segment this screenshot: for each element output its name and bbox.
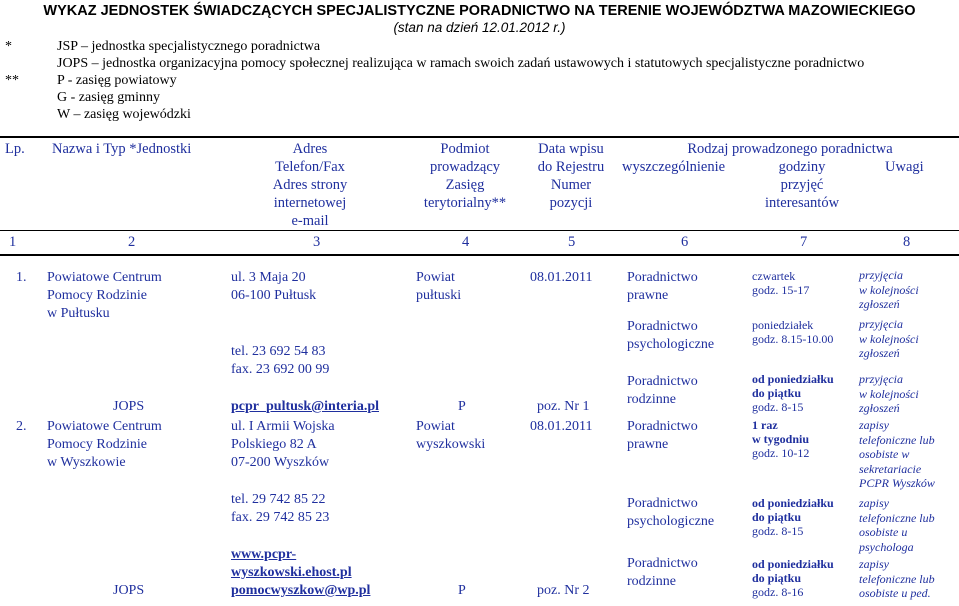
- row-name: [47, 418, 162, 472]
- service-kind-line: Poradnictwo: [627, 374, 698, 389]
- service-kind: [627, 418, 698, 454]
- service-notes: [859, 418, 935, 491]
- row-entity: [416, 418, 485, 454]
- header-address-line: internetowej: [273, 195, 347, 211]
- header-entity-line: terytorialny**: [423, 195, 507, 211]
- service-note-line: osobiste u ped.: [859, 586, 931, 600]
- service-note-line: osobiste w: [859, 447, 910, 461]
- service-notes: [859, 372, 919, 416]
- legend-p: P - zasięg powiatowy: [57, 73, 177, 88]
- row-date: 08.01.2011: [530, 419, 593, 434]
- row-name-line: Pomocy Rodzinie: [47, 437, 147, 452]
- service-note-line: zgłoszeń: [859, 401, 900, 415]
- service-kind: [627, 373, 698, 409]
- service-note-line: przyjęcia: [859, 372, 903, 386]
- service-time: godz. 8-16: [752, 585, 804, 599]
- service-note-line: zgłoszeń: [859, 297, 900, 311]
- service-kind: [627, 495, 714, 531]
- row-fax: fax. 29 742 85 23: [231, 510, 330, 525]
- service-kind-line: Poradnictwo: [627, 496, 698, 511]
- row-name-line: w Pułtusku: [47, 306, 110, 321]
- service-hours: [752, 269, 809, 297]
- legend-jsp: JSP – jednostka specjalistycznego poradnictwa: [57, 39, 321, 54]
- row-scope: P: [458, 583, 466, 598]
- row-address-line: 06-100 Pułtusk: [231, 288, 317, 303]
- row-entity: [416, 269, 461, 305]
- header-address-line: Adres strony: [272, 177, 348, 193]
- row-entity-line: pułtuski: [416, 288, 462, 303]
- service-kind-line: psychologiczne: [627, 514, 715, 529]
- row-type: JOPS: [113, 399, 145, 414]
- service-time: godz. 15-17: [752, 283, 810, 297]
- row-position: poz. Nr 2: [537, 583, 590, 598]
- header-hours: [752, 158, 852, 212]
- service-kind-line: rodzinne: [627, 392, 676, 407]
- header-address: [230, 140, 390, 230]
- header-hours-line: interesantów: [764, 195, 840, 211]
- col-number: 4: [462, 234, 470, 250]
- service-kind-line: prawne: [627, 288, 669, 303]
- service-day: od poniedziałku: [752, 496, 834, 510]
- service-time: godz. 8-15: [752, 400, 804, 414]
- row-name-line: Pomocy Rodzinie: [47, 288, 147, 303]
- row-position: poz. Nr 1: [537, 399, 590, 414]
- row-entity-line: Powiat: [416, 419, 455, 434]
- header-registry-line: pozycji: [549, 195, 593, 211]
- header-detail: wyszczególnienie: [622, 159, 726, 175]
- header-registry: [521, 140, 621, 212]
- service-note-line: zapisy: [859, 418, 889, 432]
- service-notes: [859, 496, 935, 554]
- row-name-line: Powiatowe Centrum: [47, 419, 162, 434]
- service-day: od poniedziałku: [752, 557, 834, 571]
- service-note-line: przyjęcia: [859, 268, 903, 282]
- service-kind: [627, 269, 698, 305]
- header-entity-line: Podmiot: [440, 141, 490, 157]
- row-www-line: wyszkowski.ehost.pl: [231, 565, 352, 580]
- service-hours: [752, 557, 834, 599]
- row-phone: tel. 23 692 54 83: [231, 344, 326, 359]
- row-entity-line: Powiat: [416, 270, 455, 285]
- service-kind-line: Poradnictwo: [627, 556, 698, 571]
- service-hours: [752, 418, 809, 460]
- service-note-line: psychologa: [859, 539, 914, 554]
- service-day: do piątku: [752, 510, 802, 524]
- service-note-line: w kolejności: [859, 331, 919, 346]
- service-kind-line: rodzinne: [627, 574, 676, 589]
- row-www-link[interactable]: [231, 546, 352, 582]
- document-subtitle: (stan na dzień 12.01.2012 r.): [393, 20, 566, 35]
- row-name: [47, 269, 162, 323]
- service-note-line: w kolejności: [859, 282, 919, 297]
- service-kind: [627, 555, 698, 591]
- col-number: 3: [313, 234, 321, 250]
- row-scope: P: [458, 399, 466, 414]
- row-email-link[interactable]: pcpr_pultusk@interia.pl: [231, 399, 379, 414]
- row-entity-line: wyszkowski: [416, 437, 486, 452]
- service-note-line: przyjęcia: [859, 317, 903, 331]
- service-day: w tygodniu: [752, 432, 810, 446]
- col-number: 6: [681, 234, 689, 250]
- header-address-line: e-mail: [291, 213, 329, 229]
- service-note-line: w kolejności: [859, 386, 919, 401]
- row-date: 08.01.2011: [530, 270, 593, 285]
- col-number: 7: [800, 234, 808, 250]
- header-entity-line: Zasięg: [445, 177, 485, 193]
- service-note-line: telefoniczne lub: [859, 571, 935, 586]
- row-address-line: Polskiego 82 A: [231, 437, 317, 452]
- service-day: poniedziałek: [752, 318, 814, 332]
- header-address-line: Telefon/Fax: [275, 159, 345, 175]
- service-note-line: zgłoszeń: [859, 346, 900, 360]
- row-email-link[interactable]: pomocwyszkow@wp.pl: [231, 583, 371, 598]
- legend-star2: **: [5, 73, 19, 88]
- header-name: Nazwa i Typ *Jednostki: [52, 141, 192, 157]
- service-day: czwartek: [752, 269, 796, 283]
- header-registry-line: do Rejestru: [537, 159, 605, 175]
- row-www-line: www.pcpr-: [231, 547, 297, 562]
- row-fax: fax. 23 692 00 99: [231, 362, 330, 377]
- service-note-line: telefoniczne lub: [859, 432, 935, 447]
- row-lp: 1.: [16, 270, 27, 285]
- service-time: godz. 8-15: [752, 524, 804, 538]
- row-lp: 2.: [16, 419, 27, 434]
- service-notes: [859, 268, 919, 312]
- service-note-line: sekretariacie: [859, 461, 922, 476]
- service-day: do piątku: [752, 571, 802, 585]
- service-kind-line: Poradnictwo: [627, 419, 698, 434]
- legend-w: W – zasięg wojewódzki: [57, 107, 191, 122]
- service-day: do piątku: [752, 386, 802, 400]
- header-lp: Lp.: [5, 141, 25, 157]
- row-address-line: ul. I Armii Wojska: [231, 419, 335, 434]
- col-number: 5: [568, 234, 576, 250]
- row-name-line: Powiatowe Centrum: [47, 270, 162, 285]
- service-kind-line: psychologiczne: [627, 337, 715, 352]
- row-name-line: w Wyszkowie: [47, 455, 126, 470]
- service-note-line: zapisy: [859, 496, 889, 510]
- service-time: godz. 10-12: [752, 446, 810, 460]
- service-note-line: zapisy: [859, 557, 889, 571]
- service-notes: [859, 557, 935, 601]
- row-address-line: 07-200 Wyszków: [231, 455, 330, 470]
- col-number: 2: [128, 234, 136, 250]
- header-counseling-group: Rodzaj prowadzonego poradnictwa: [687, 141, 893, 157]
- service-kind-line: Poradnictwo: [627, 319, 698, 334]
- service-note-line: osobiste u: [859, 525, 908, 539]
- service-hours: [752, 318, 833, 346]
- table-top-rule: [0, 136, 959, 138]
- service-note-line: PCPR Wyszków: [859, 476, 935, 490]
- service-note-line: telefoniczne lub: [859, 510, 935, 525]
- header-address-line: Adres: [292, 141, 328, 157]
- service-day: od poniedziałku: [752, 372, 834, 386]
- header-hours-line: przyjęć: [780, 177, 824, 193]
- row-phone: tel. 29 742 85 22: [231, 492, 326, 507]
- col-number: 8: [903, 234, 911, 250]
- row-address-line: ul. 3 Maja 20: [231, 270, 306, 285]
- col-number: 1: [9, 234, 17, 250]
- header-entity: [405, 140, 525, 212]
- legend-star1: *: [5, 39, 12, 54]
- row-address: [231, 269, 316, 305]
- header-rule: [0, 230, 959, 231]
- service-hours: [752, 496, 834, 538]
- document-title: WYKAZ JEDNOSTEK ŚWIADCZĄCYCH SPECJALISTYCZNE PORADNICTWO NA TERENIE WOJEWÓDZTWA MAZOWIECKIEGO: [43, 3, 916, 19]
- service-kind: [627, 318, 714, 354]
- header-notes: Uwagi: [885, 159, 924, 175]
- service-kind-line: prawne: [627, 437, 669, 452]
- service-notes: [859, 317, 919, 361]
- service-kind-line: Poradnictwo: [627, 270, 698, 285]
- header-hours-line: godziny: [778, 159, 826, 175]
- legend-jops: JOPS – jednostka organizacyjna pomocy społecznej realizująca w ramach swoich zadań ustawowych i statutowych specjalistyczne poradnictwo: [57, 56, 865, 71]
- row-address: [231, 418, 335, 472]
- service-hours: [752, 372, 834, 414]
- header-entity-line: prowadzący: [429, 159, 501, 175]
- col-number-rule: [0, 254, 959, 256]
- header-registry-line: Data wpisu: [538, 141, 604, 157]
- service-day: 1 raz: [752, 418, 778, 432]
- row-type: JOPS: [113, 583, 145, 598]
- service-time: godz. 8.15-10.00: [752, 332, 834, 346]
- legend-g: G - zasięg gminny: [57, 90, 161, 105]
- header-registry-line: Numer: [550, 177, 592, 193]
